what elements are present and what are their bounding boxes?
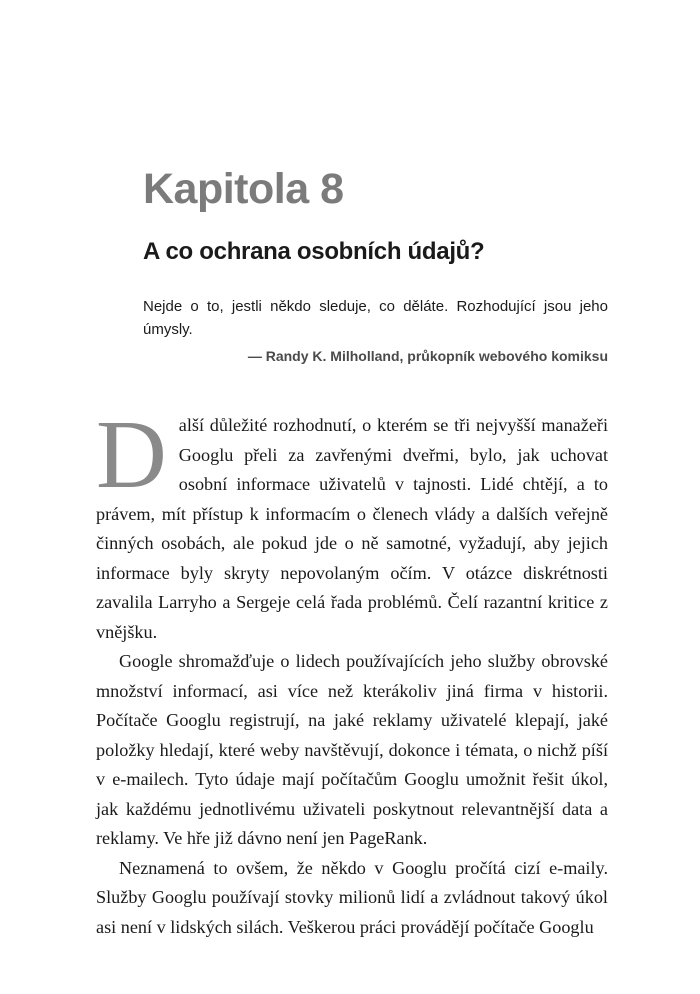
body-paragraph-1 [96,401,608,647]
epigraph-quote: Nejde o to, jestli někdo sleduje, co děláte. Rozhodující jsou jeho úmysly. [143,298,608,338]
chapter-title: A co ochrana osobních údajů? [143,238,485,265]
body-paragraph-1-text: alší důležité rozhodnutí, o kterém se tři nejvyšší manažeři Googlu přeli za zavřenými dveřmi, bylo, jak uchovat osobní informace uživatelů v tajnosti. Lidé chtějí, a to právem, mít přístup k informacím o členech vlády a dalších veřejně činných osobách, ale pokud jde o ně samotné, vyžadují, aby jejich informace byly skryty nepovolaným očím. V otázce diskrétnosti zavalila Larryho a Sergeje celá řada problémů. Čelí razantní kritice z vnějšku. [96,415,608,642]
body-paragraph-3: Neznamená to ovšem, že někdo v Googlu pročítá cizí e-maily. Služby Googlu používají stovky milionů lidí a zvládnout takový úkol asi není v lidských silách. Veškerou práci provádějí počítače Googlu [96,857,608,937]
chapter-body [96,401,608,942]
epigraph-attribution: — Randy K. Milholland, průkopník webového komiksu [247,348,608,364]
drop-cap: D [96,401,167,509]
chapter-label: Kapitola 8 [143,165,344,213]
body-paragraph-2: Google shromažďuje o lidech používajících jeho služby obrovské množství informací, asi více než kterákoliv jiná firma v historii. Počítače Googlu registrují, na jaké reklamy uživatelé klepají, jaké položky hledají, které weby navštěvují, dokonce i témata, o nichž píší v e-mailech. Tyto údaje mají počítačům Googlu umožnit řešit úkol, jak každému jednotlivému uživateli poskytnout relevantnější data a reklamy. Ve hře již dávno není jen PageRank. [96,651,608,848]
